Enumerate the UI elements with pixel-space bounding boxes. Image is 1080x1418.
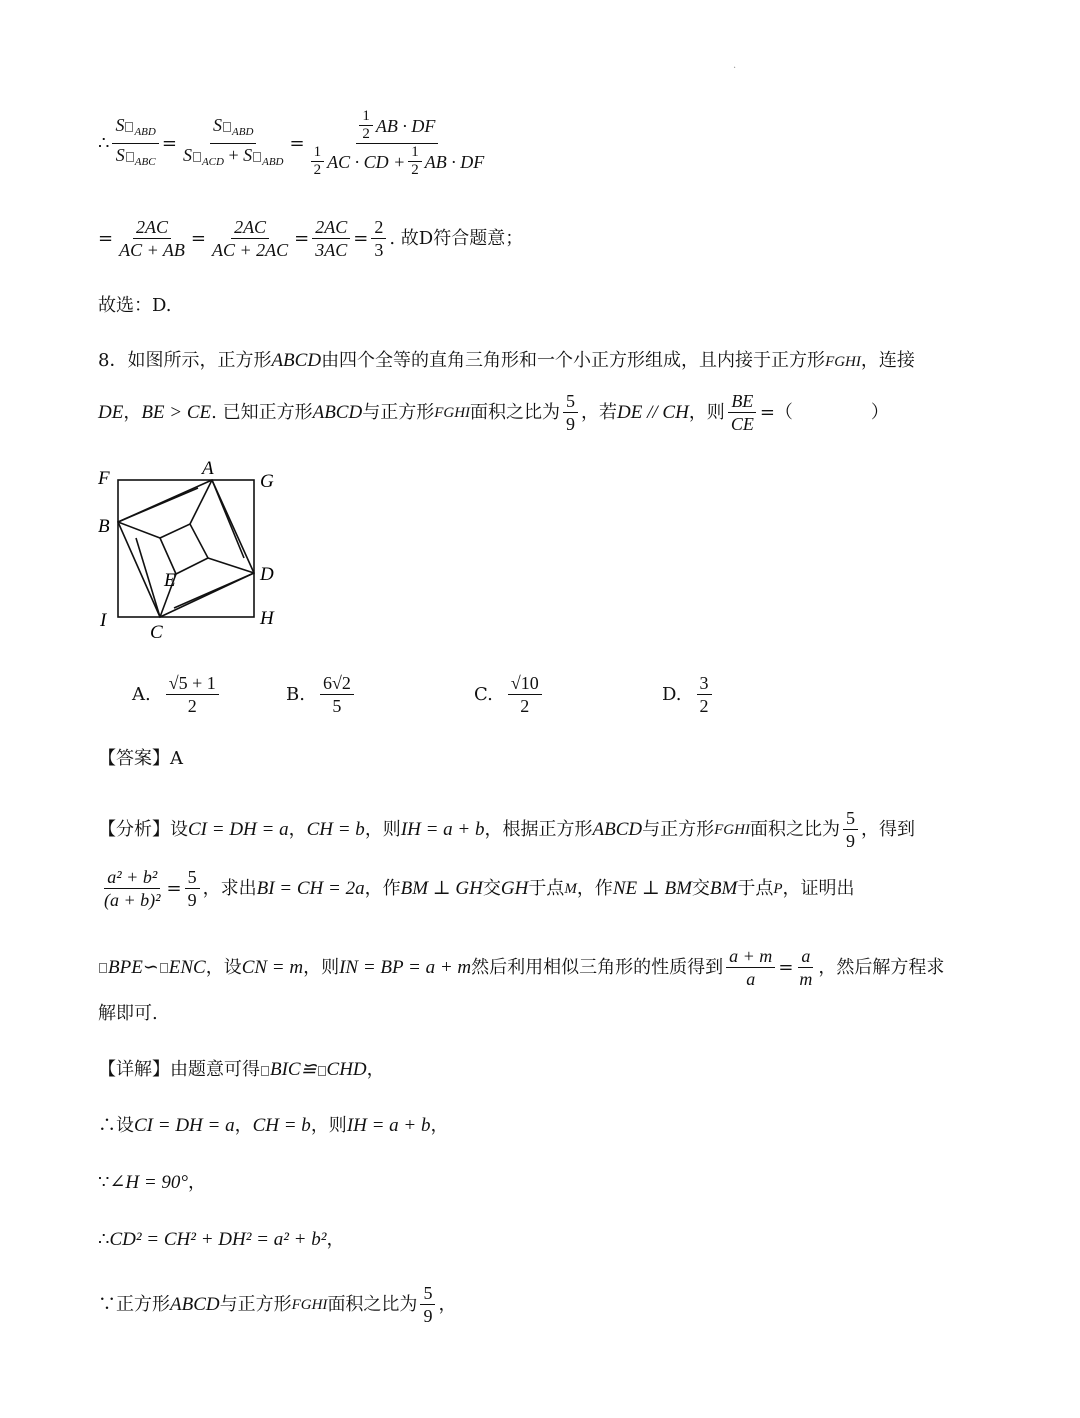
option-b[interactable]: B. $\frac{6√2}{5}$ [286, 672, 357, 717]
label-B: B [98, 516, 110, 537]
detail-line2: ∴设CI = DH = a，CH = b，则IH = a + b， [98, 1115, 449, 1136]
answer: 【答案】A [98, 748, 183, 769]
analysis-line2: $\frac{\text{a² + b²}}{\text{(a + b)²}}$ = $\frac{5}{9}$ ，求出 BI = CH = 2a ，作 BM ⊥ GH 交 GH 于点 M ，作 NE ⊥ BM 交 BM 于点 P ，证明出 [104, 867, 855, 910]
analysis-line1: 【分析】设 CI = DH = a ， CH = b ，则 IH = a + b ，根据正方形 ABCD 与正方形 FGHI 面积之比为 $\frac{5}{9}$ ，得到 [98, 808, 915, 851]
label-E: E [164, 570, 176, 591]
option-c[interactable]: C. $\frac{√10}{2}$ [474, 672, 545, 717]
small-center-square [160, 524, 208, 574]
detail-line4: ∴CD² = CH² + DH² = a² + b²， [98, 1229, 345, 1250]
label-I: I [100, 610, 107, 631]
option-d[interactable]: D. $\frac{3}{2}$ [662, 672, 715, 717]
top-mark: . [733, 60, 737, 71]
label-H: H [260, 608, 274, 629]
label-F: F [98, 468, 110, 489]
detail-line1: 【详解】由题意可得 BIC≌ CHD， [98, 1059, 385, 1080]
label-G: G [260, 471, 274, 492]
choose-d: 故选：D. [98, 295, 172, 316]
detail-line3: ∵∠H = 90°， [98, 1172, 207, 1193]
label-D: D [260, 564, 274, 585]
mid-fraction: $\frac{S _{ABD}}{S _{ACD} + S _{ABD}}$ [182, 115, 284, 168]
conclusion-d: . 故D符合题意； [389, 227, 524, 249]
option-a[interactable]: A. $\frac{√5 + 1}{2}$ [132, 672, 222, 717]
analysis-line4: 解即可. [98, 1003, 158, 1024]
ratio-formula: ∴ $\frac{S _{ABD}}{S _{ABC}}$ = $\frac{S _{ABD}}{S _{ACD} + S _{ABD}}$ = $\frac{1}{2}$ AB · DF $\frac{1}{2}$ AC · CD + $\frac{1}{2}$ AB · DF [98, 108, 490, 179]
analysis-line3: BPE∽ ENC ，设 CN = m ，则 IN = BP = a + m 然后利用相似三角形的性质得到 $\frac{a + m}{a}$ = $\frac{a}{m}$ ，然后解方程求 [98, 945, 944, 990]
detail-line5: ∵正方形 ABCD 与正方形 FGHI 面积之比为 $\frac{5}{9}$ ， [98, 1283, 457, 1326]
simplify-formula: = $\frac{2AC}{AC + AB}$ = $\frac{2AC}{AC + 2AC}$ = $\frac{2AC}{3AC}$ = $\frac{2}{3}$ . 故D符合题意； [98, 217, 524, 260]
q8-line2: DE ， BE > CE . 已知正方形 ABCD 与正方形 FGHI 面积之比为 $\frac{5}{9}$ ，若 DE // CH ，则 $\frac{BE}{CE}$ =（ ） [98, 391, 889, 434]
therefore-symbol: ∴ [98, 132, 110, 154]
label-C: C [150, 622, 163, 643]
rhs-fraction: $\frac{1}{2}$ AB · DF $\frac{1}{2}$ AC · CD + $\frac{1}{2}$ AB · DF [308, 108, 488, 179]
label-A: A [202, 458, 214, 479]
geometry-figure [96, 458, 286, 644]
q8-line1: 8．如图所示，正方形ABCD由四个全等的直角三角形和一个小正方形组成，且内接于正方形FGHI，连接 [98, 350, 915, 371]
lhs-fraction: $\frac{S _{ABD}}{S _{ABC}}$ [112, 114, 158, 173]
